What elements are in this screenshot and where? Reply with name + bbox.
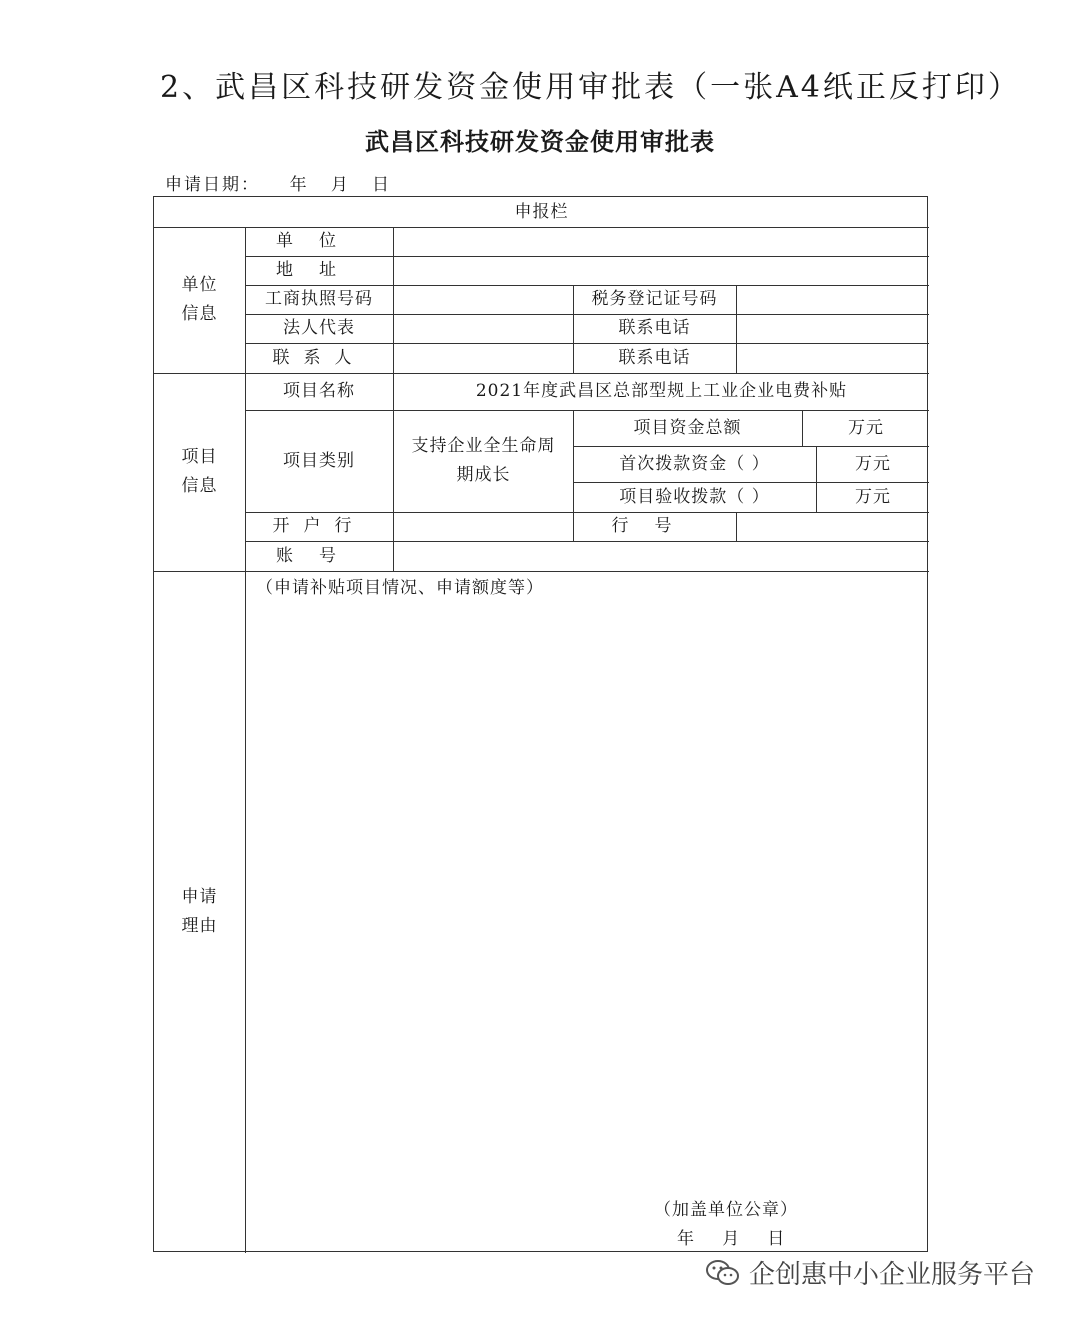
company-seal-label: （加盖单位公章） bbox=[654, 1200, 798, 1220]
account-field[interactable] bbox=[394, 541, 929, 571]
tax-registration-label: 税务登记证号码 bbox=[591, 289, 718, 309]
first-payment-unit: 万元 bbox=[855, 453, 891, 474]
project-info-label-line2: 信息 bbox=[181, 476, 218, 496]
wechat-icon bbox=[705, 1258, 741, 1288]
section-header: 申报栏 bbox=[514, 201, 569, 222]
watermark-text: 企创惠中小企业服务平台 bbox=[749, 1260, 1036, 1290]
unit-name-label: 单位 bbox=[276, 231, 362, 251]
contact-person-label: 联系人 bbox=[272, 347, 366, 368]
unit-name-field[interactable] bbox=[394, 227, 929, 256]
reason-text-area[interactable] bbox=[246, 597, 929, 1187]
project-category-label: 项目类别 bbox=[283, 450, 355, 471]
reason-label bbox=[154, 571, 245, 1253]
unit-info-label-line2: 信息 bbox=[181, 304, 218, 324]
project-category-value bbox=[394, 410, 573, 512]
reason-label-line2: 理由 bbox=[181, 916, 218, 936]
section-divider bbox=[154, 571, 929, 572]
contact-phone-field[interactable] bbox=[737, 343, 929, 373]
business-license-field[interactable] bbox=[394, 285, 573, 314]
project-info-label bbox=[154, 373, 245, 571]
legal-rep-field[interactable] bbox=[394, 314, 573, 343]
contact-phone-field[interactable] bbox=[737, 314, 929, 343]
unit-info-label-line1: 单位 bbox=[181, 275, 218, 295]
reason-label-line1: 申请 bbox=[181, 887, 218, 907]
contact-person-field[interactable] bbox=[394, 343, 573, 373]
acceptance-payment-label: 项目验收拨款（ ） bbox=[619, 486, 770, 507]
contact-phone-label: 联系电话 bbox=[618, 318, 691, 338]
project-category-value-line2: 期成长 bbox=[456, 465, 511, 485]
total-funds-unit: 万元 bbox=[848, 417, 884, 438]
tax-registration-field[interactable] bbox=[737, 285, 929, 314]
project-name-value: 2021年度武昌区总部型规上工业企业电费补贴 bbox=[475, 381, 848, 401]
address-label: 地址 bbox=[276, 260, 362, 280]
form-title: 武昌区科技研发资金使用审批表 bbox=[365, 128, 715, 156]
address-field[interactable] bbox=[394, 256, 929, 285]
account-label: 账号 bbox=[276, 545, 362, 566]
document-heading: 2、武昌区科技研发资金使用审批表（一张A4纸正反打印） bbox=[160, 70, 1021, 105]
reason-hint: （申请补贴项目情况、申请额度等） bbox=[256, 578, 544, 598]
project-info-label-line1: 项目 bbox=[181, 447, 218, 467]
bank-no-field[interactable] bbox=[737, 512, 929, 541]
first-payment-label: 首次拨款资金（ ） bbox=[619, 453, 770, 474]
project-category-value-line1: 支持企业全生命周 bbox=[411, 436, 556, 456]
watermark bbox=[705, 1254, 1035, 1291]
approval-form-table bbox=[153, 196, 928, 1252]
project-name-label: 项目名称 bbox=[283, 381, 355, 401]
bank-no-label: 行号 bbox=[611, 516, 698, 536]
business-license-label: 工商执照号码 bbox=[265, 289, 373, 309]
acceptance-payment-unit: 万元 bbox=[855, 486, 891, 507]
total-funds-label: 项目资金总额 bbox=[633, 417, 742, 438]
unit-info-label bbox=[154, 227, 245, 373]
bank-label: 开户行 bbox=[272, 516, 366, 536]
contact-phone-label: 联系电话 bbox=[618, 347, 691, 368]
legal-rep-label: 法人代表 bbox=[283, 318, 355, 338]
application-date: 申请日期： 年 月 日 bbox=[165, 175, 392, 195]
bank-field[interactable] bbox=[394, 512, 573, 541]
seal-date: 年 月 日 bbox=[677, 1229, 788, 1249]
